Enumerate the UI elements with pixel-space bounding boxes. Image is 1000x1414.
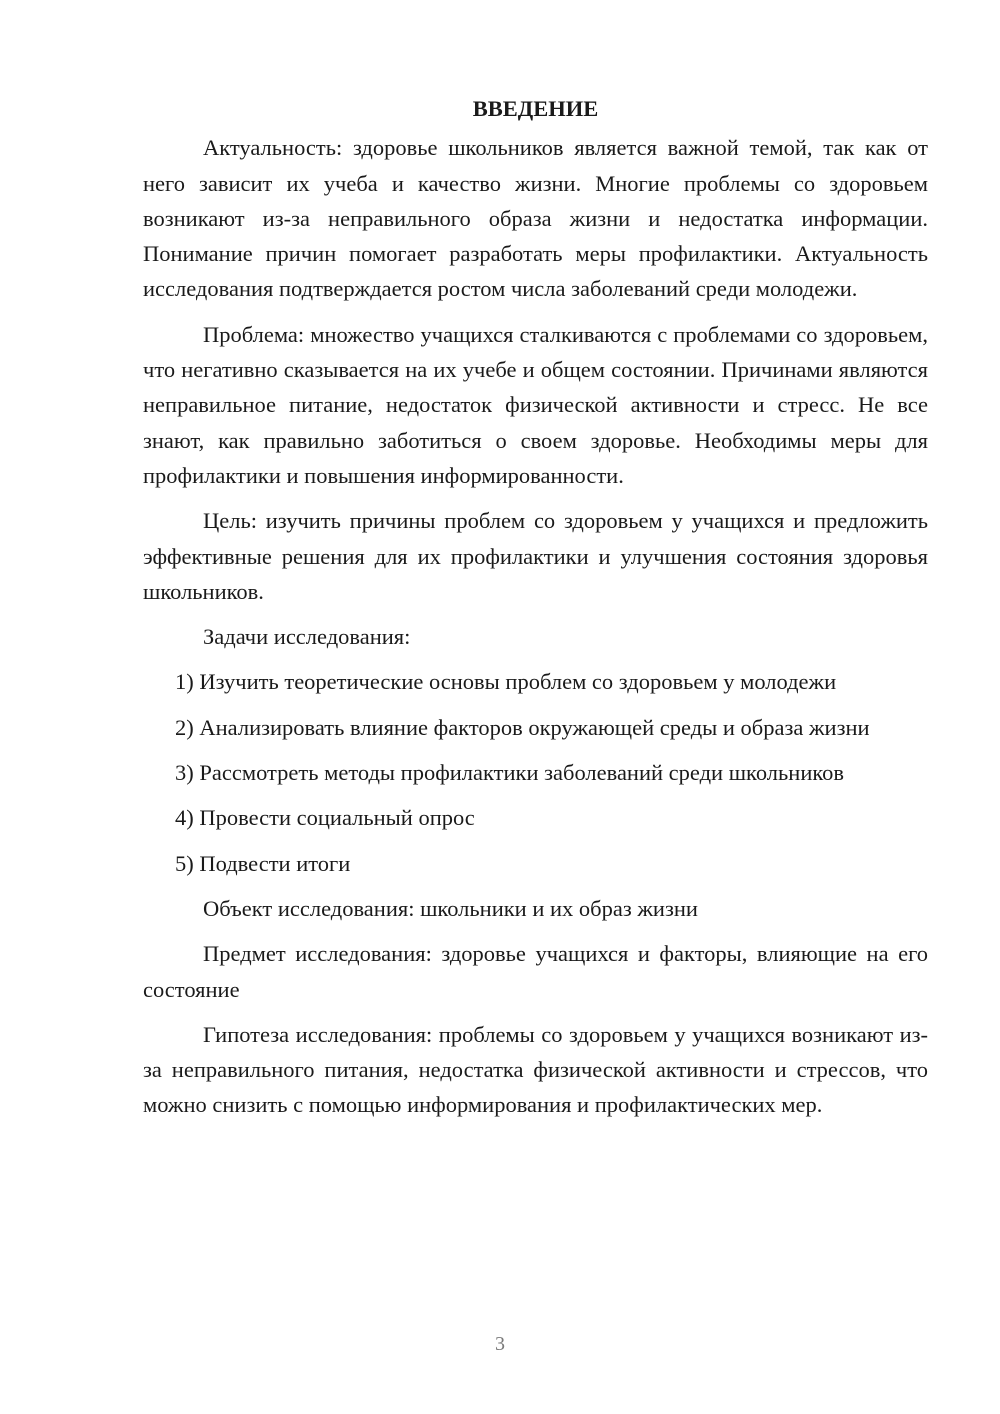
subject-paragraph: Предмет исследования: здоровье учащихся и факторы, влияющие на его состояние — [143, 941, 928, 1002]
task-item: 3) Рассмотреть методы профилактики заболеваний среди школьников — [175, 760, 845, 786]
task-item: 2) Анализировать влияние факторов окружающей среды и образа жизни — [175, 714, 870, 740]
object-paragraph: Объект исследования: школьники и их образ жизни — [203, 895, 698, 921]
tasks-heading: Задачи исследования: — [203, 624, 411, 650]
tasks-list — [143, 664, 928, 880]
relevance-paragraph: Актуальность: здоровье школьников является важной темой, так как от него зависит их учеба и качество жизни. Многие проблемы со здоровьем возникают из-за неправильного образа жизни и недостатка информации. Понимание причин помогает разработать меры профилактики. Актуальность исследования подтверждается ростом числа заболеваний среди молодежи. — [143, 135, 928, 302]
task-item: 5) Подвести итоги — [175, 850, 351, 876]
task-item: 1) Изучить теоретические основы проблем со здоровьем у молодежи — [175, 669, 837, 695]
problem-paragraph: Проблема: множество учащихся сталкиваются с проблемами со здоровьем, что негативно сказывается на их учебе и общем состоянии. Причинами являются неправильное питание, недостаток физической активности и стресс. Не все знают, как правильно заботиться о своем здоровье. Необходимы меры для профилактики и повышения информированности. — [143, 321, 928, 488]
page-number: 3 — [495, 1333, 505, 1355]
section-title: ВВЕДЕНИЕ — [472, 96, 599, 121]
goal-paragraph: Цель: изучить причины проблем со здоровьем у учащихся и предложить эффективные решения для их профилактики и улучшения состояния здоровья школьников. — [143, 508, 928, 604]
hypothesis-paragraph: Гипотеза исследования: проблемы со здоровьем у учащихся возникают из-за неправильного питания, недостатка физической активности и стрессов, что можно снизить с помощью информирования и профилактических мер. — [143, 1021, 928, 1118]
document-page — [143, 91, 928, 1133]
task-item: 4) Провести социальный опрос — [175, 805, 475, 831]
